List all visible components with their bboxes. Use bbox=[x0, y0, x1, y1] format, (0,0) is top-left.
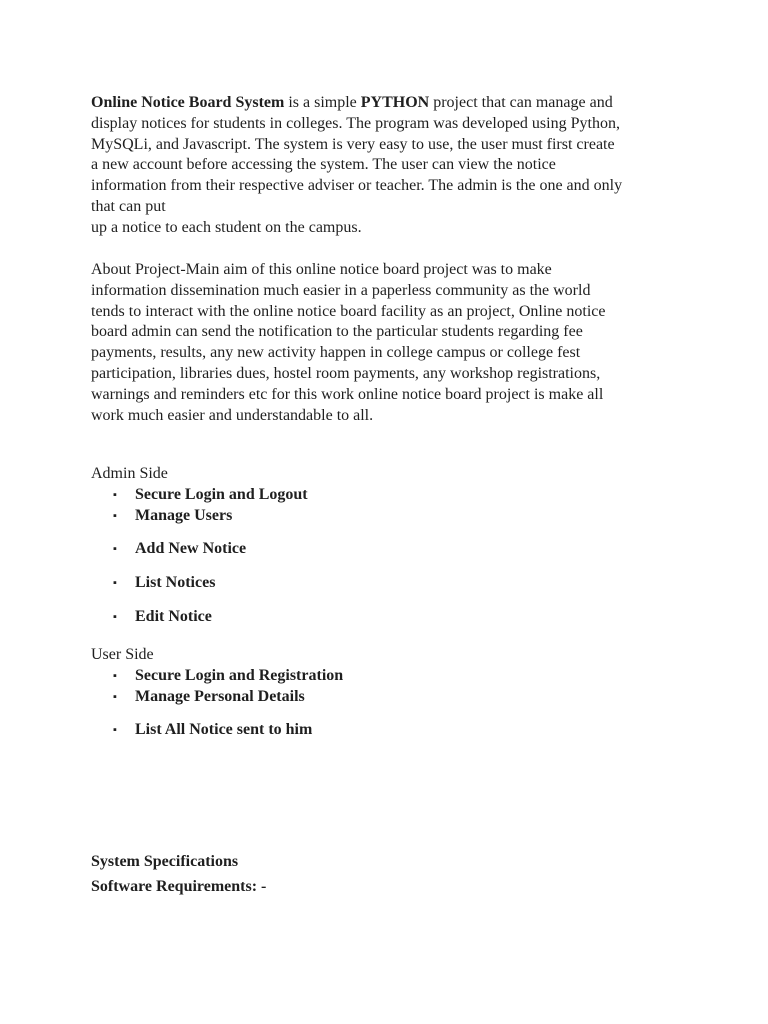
intro-paragraph bbox=[91, 93, 691, 239]
list-item: ▪ Manage Personal Details bbox=[91, 687, 305, 708]
list-item: ▪ Manage Users bbox=[91, 506, 232, 527]
list-item: ▪ List All Notice sent to him bbox=[91, 720, 312, 741]
about-line: work much easier and understandable to all. bbox=[91, 406, 374, 424]
list-item: ▪ List Notices bbox=[91, 573, 215, 594]
bullet-icon: ▪ bbox=[113, 670, 117, 682]
admin-heading: Admin Side bbox=[91, 465, 168, 482]
about-line: board admin can send the notification to the particular students regarding fee bbox=[91, 323, 583, 341]
list-item: ▪ Add New Notice bbox=[91, 539, 246, 560]
admin-section bbox=[91, 464, 691, 485]
about-paragraph bbox=[91, 260, 691, 426]
list-item: ▪ Edit Notice bbox=[91, 607, 212, 628]
user-section bbox=[91, 645, 691, 666]
about-line: participation, libraries dues, hostel room payments, any workshop registrations, bbox=[91, 364, 601, 382]
project-name: Online Notice Board System bbox=[91, 94, 285, 111]
bullet-icon: ▪ bbox=[113, 543, 117, 555]
bullet-icon: ▪ bbox=[113, 510, 117, 522]
intro-line: a new account before accessing the system. The user can view the notice bbox=[91, 156, 556, 174]
intro-line: MySQLi, and Javascript. The system is very easy to use, the user must first create bbox=[91, 135, 615, 153]
intro-line: Online Notice Board System is a simple PYTHON project that can manage and bbox=[91, 94, 613, 111]
intro-line: information from their respective adviser or teacher. The admin is the one and only bbox=[91, 177, 623, 195]
about-line: information dissemination much easier in a paperless community as the world bbox=[91, 281, 591, 299]
about-line: tends to interact with the online notice board facility as an project, Online notice bbox=[91, 302, 606, 320]
list-item: ▪ Secure Login and Registration bbox=[91, 666, 343, 687]
intro-line: up a notice to each student on the campus. bbox=[91, 218, 362, 236]
user-heading: User Side bbox=[91, 646, 154, 663]
bullet-icon: ▪ bbox=[113, 611, 117, 623]
bullet-icon: ▪ bbox=[113, 691, 117, 703]
about-line: warnings and reminders etc for this work online notice board project is make all bbox=[91, 385, 604, 403]
list-item: ▪ Secure Login and Logout bbox=[91, 485, 308, 506]
bullet-icon: ▪ bbox=[113, 577, 117, 589]
bullet-icon: ▪ bbox=[113, 489, 117, 501]
intro-line: that can put bbox=[91, 197, 166, 215]
about-line: About Project-Main aim of this online notice board project was to make bbox=[91, 261, 552, 278]
specs-heading: System Specifications bbox=[91, 853, 239, 870]
about-line: payments, results, any new activity happen in college campus or college fest bbox=[91, 344, 581, 362]
intro-line: display notices for students in colleges. The program was developed using Python, bbox=[91, 114, 620, 132]
specs-section bbox=[91, 852, 691, 898]
language-name: PYTHON bbox=[360, 94, 430, 111]
bullet-icon: ▪ bbox=[113, 724, 117, 736]
software-requirements-heading: Software Requirements: - bbox=[91, 877, 267, 895]
